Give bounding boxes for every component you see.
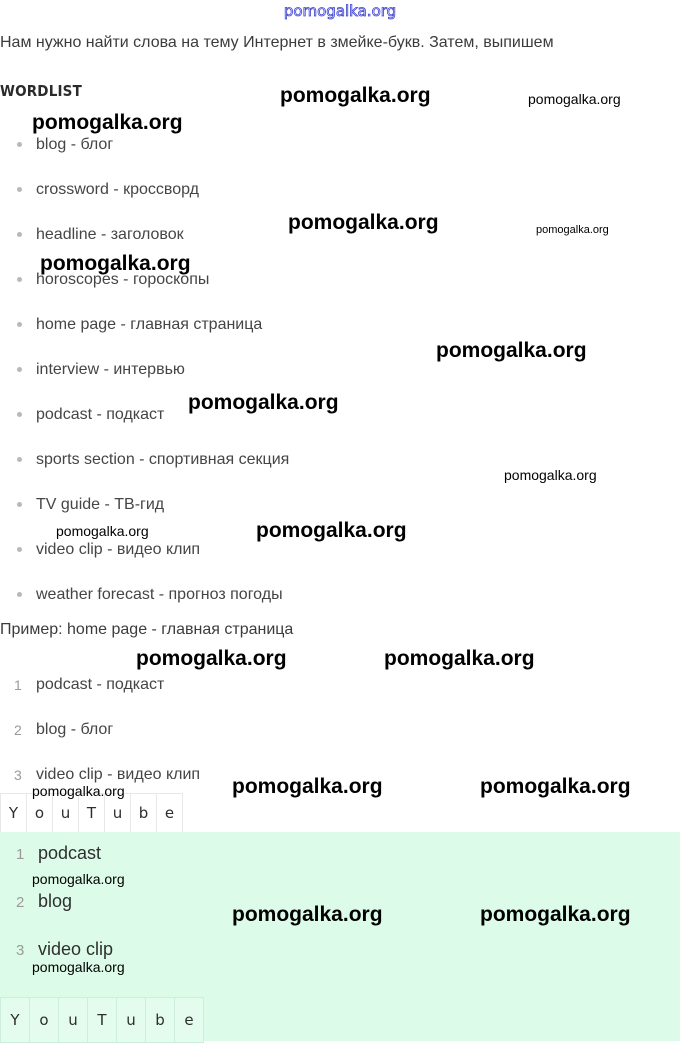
list-item-text: interview - интервью [36,361,185,378]
panel-answer-number: 1 [16,846,25,863]
letter-cell: T [87,997,117,1043]
top-watermark: pomogalka.org [283,2,397,20]
watermark: pomogalka.org [232,903,383,926]
watermark: pomogalka.org [504,467,597,483]
panel-answer-number: 2 [16,894,25,911]
watermark: pomogalka.org [288,211,439,234]
watermark: pomogalka.org [480,903,631,926]
letter-cell: Y [0,793,27,833]
list-item [0,130,660,175]
letter-cell: u [116,997,146,1043]
answer-number: 1 [14,677,22,693]
list-item-text: home page - главная страница [36,316,263,333]
letter-cell: u [52,793,79,833]
list-item-text: horoscopes - гороскопы [36,271,210,288]
watermark: pomogalka.org [56,523,149,539]
letter-cell: e [174,997,204,1043]
bullet-icon [17,367,22,372]
letter-cell: o [29,997,59,1043]
list-item-text: TV guide - ТВ-гид [36,496,165,513]
list-item-text: weather forecast - прогноз погоды [36,586,283,603]
watermark: pomogalka.org [232,775,383,798]
bullet-icon [17,502,22,507]
watermark: pomogalka.org [536,224,609,236]
wordlist [0,130,660,625]
watermark: pomogalka.org [32,783,125,799]
panel-answer-text: blog [38,891,73,911]
panel-answer-number: 3 [16,942,25,959]
panel-answer-text: video clip [38,939,114,959]
bullet-icon [17,232,22,237]
answer-number: 3 [14,767,22,783]
bullet-icon [17,457,22,462]
intro-text: Нам нужно найти слова на тему Интернет в змейке-букв. Затем, выпишем [0,34,554,51]
watermark: pomogalka.org [480,775,631,798]
watermark: pomogalka.org [40,252,191,275]
bullet-icon [17,187,22,192]
example-text: Пример: home page - главная страница [0,621,294,638]
cropped-text-line [0,60,640,72]
letter-cell: u [104,793,131,833]
watermark: pomogalka.org [436,339,587,362]
bullet-icon [17,547,22,552]
list-item-text: podcast - подкаст [36,406,165,423]
watermark: pomogalka.org [136,647,287,670]
watermark: pomogalka.org [528,91,621,107]
letter-cell: T [78,793,105,833]
answer-text: blog - блог [36,721,114,738]
watermark: pomogalka.org [384,647,535,670]
list-item-text: headline - заголовок [36,226,184,243]
list-item-text: video clip - видео клип [36,541,201,558]
letter-cell: Y [0,997,30,1043]
bullet-icon [17,412,22,417]
letter-cell: b [130,793,157,833]
list-item-text: crossword - кроссворд [36,181,200,198]
answer-number: 2 [14,722,22,738]
answer-text: podcast - подкаст [36,676,165,693]
letter-grid [0,793,182,833]
bullet-icon [17,322,22,327]
bullet-icon [17,277,22,282]
list-item-text: blog - блог [36,136,114,153]
watermark: pomogalka.org [32,111,183,134]
panel-answer-text: podcast [38,843,102,863]
watermark: pomogalka.org [188,391,339,414]
watermark: pomogalka.org [256,519,407,542]
list-item-text: sports section - спортивная секция [36,451,290,468]
panel-letter-grid [0,997,203,1043]
watermark: pomogalka.org [280,84,431,107]
watermark: pomogalka.org [32,959,125,975]
bullet-icon [17,142,22,147]
letter-cell: b [145,997,175,1043]
letter-cell: o [26,793,53,833]
watermark: pomogalka.org [32,871,125,887]
letter-cell: u [58,997,88,1043]
bullet-icon [17,592,22,597]
wordlist-heading: WORDLIST [0,82,82,100]
answer-text: video clip - видео клип [36,766,201,783]
letter-cell: e [156,793,183,833]
list-item [0,580,660,625]
